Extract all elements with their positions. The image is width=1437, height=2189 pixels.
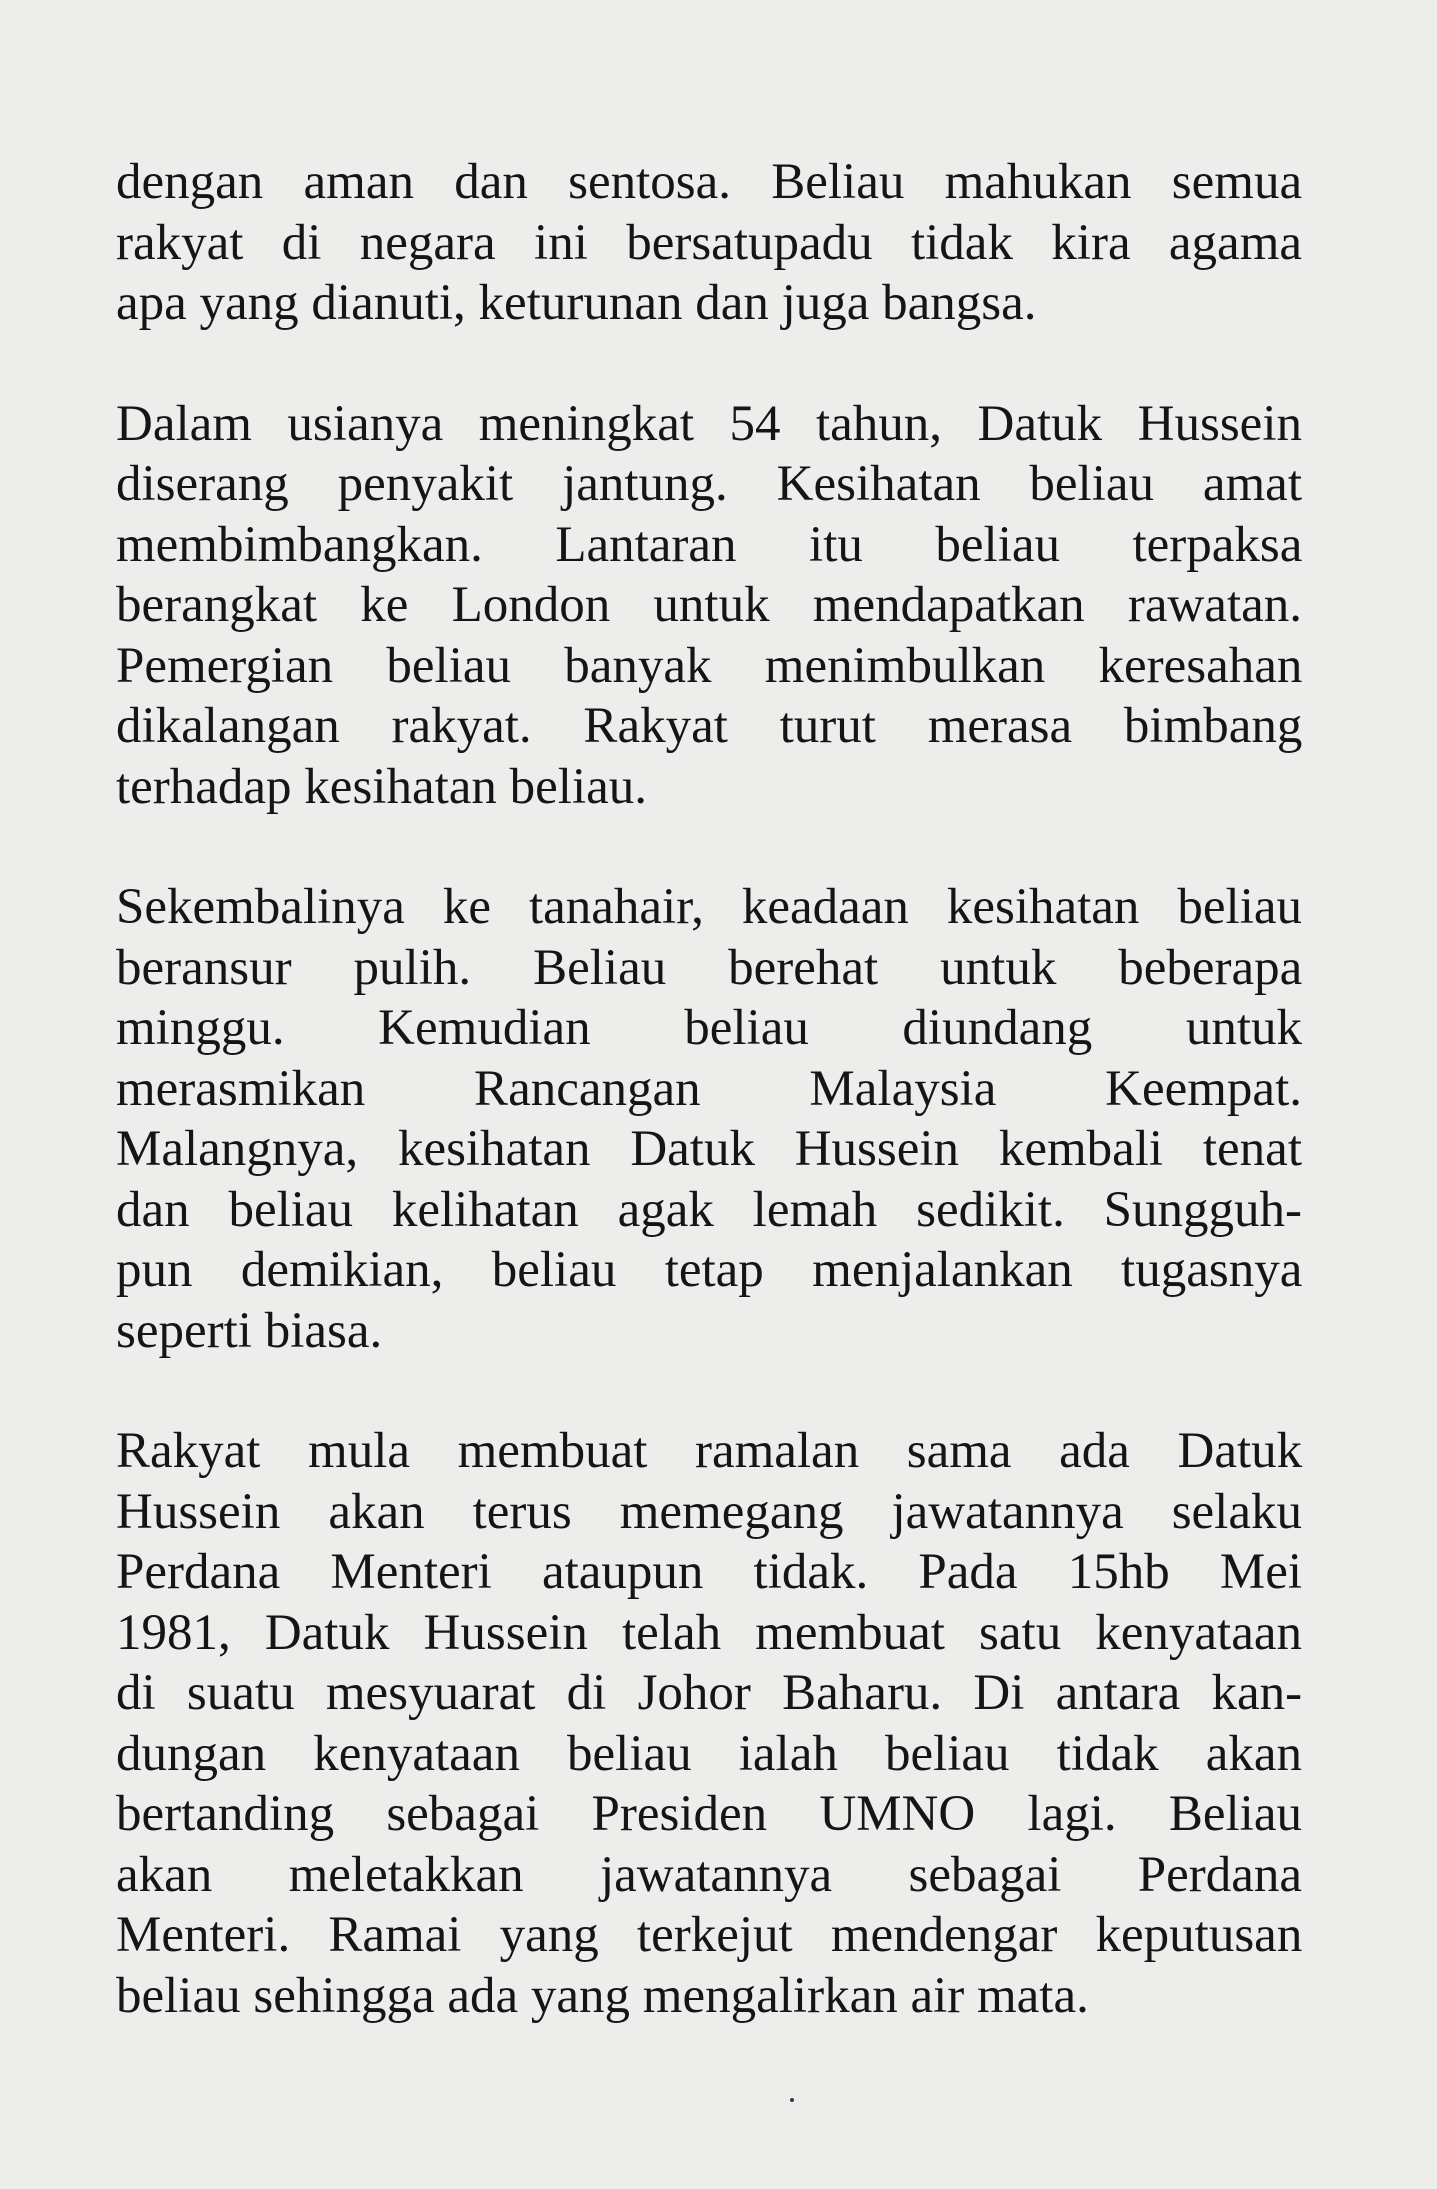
text-line: bertanding sebagai Presiden UMNO lagi. Beliau xyxy=(116,1786,1302,1842)
text-line: dan beliau kelihatan agak lemah sedikit. Sungguh- xyxy=(116,1181,1302,1238)
text-line: Malangnya, kesihatan Datuk Hussein kembali tenat xyxy=(116,1121,1302,1177)
text-line: beransur pulih. Beliau berehat untuk beberapa xyxy=(116,939,1303,996)
text-line: berangkat ke London untuk mendapatkan rawatan. xyxy=(116,577,1302,633)
text-line: rakyat di negara ini bersatupadu tidak kira agama xyxy=(116,214,1302,271)
text-line: dikalangan rakyat. Rakyat turut merasa bimbang xyxy=(116,698,1303,754)
body-text xyxy=(116,152,1302,2086)
text-line: dengan aman dan sentosa. Beliau mahukan semua xyxy=(116,154,1303,210)
text-line: dungan kenyataan beliau ialah beliau tidak akan xyxy=(116,1725,1302,1782)
print-speck xyxy=(790,2098,794,2102)
text-line: Perdana Menteri ataupun tidak. Pada 15hb Mei xyxy=(116,1544,1302,1600)
text-line: akan meletakkan jawatannya sebagai Perdana xyxy=(116,1846,1302,1903)
text-line: membimbangkan. Lantaran itu beliau terpaksa xyxy=(116,516,1303,573)
text-line: Hussein akan terus memegang jawatannya selaku xyxy=(116,1483,1302,1540)
paragraph-4 xyxy=(116,1421,1302,2026)
text-line: 1981, Datuk Hussein telah membuat satu kenyataan xyxy=(116,1604,1302,1661)
text-line: diserang penyakit jantung. Kesihatan beliau amat xyxy=(116,456,1302,512)
paragraph-3 xyxy=(116,877,1302,1361)
text-line: pun demikian, beliau tetap menjalankan tugasnya xyxy=(116,1242,1303,1298)
text-line: minggu. Kemudian beliau diundang untuk xyxy=(116,1000,1302,1056)
text-line: merasmikan Rancangan Malaysia Keempat. xyxy=(116,1060,1302,1117)
text-line: Rakyat mula membuat ramalan sama ada Datuk xyxy=(116,1423,1303,1479)
text-line: Pemergian beliau banyak menimbulkan keresahan xyxy=(116,637,1303,694)
text-line: Dalam usianya meningkat 54 tahun, Datuk Hussein xyxy=(116,395,1302,452)
paragraph-1 xyxy=(116,152,1302,334)
paragraph-2 xyxy=(116,394,1302,818)
text-line: Sekembalinya ke tanahair, keadaan kesihatan beliau xyxy=(116,879,1302,935)
text-line: Menteri. Ramai yang terkejut mendengar keputusan xyxy=(116,1907,1303,1963)
text-line: di suatu mesyuarat di Johor Baharu. Di antara kan- xyxy=(116,1665,1303,1721)
text-line: beliau sehingga ada yang mengalirkan air mata. xyxy=(116,1967,1089,2024)
text-line: terhadap kesihatan beliau. xyxy=(116,758,648,815)
text-line: apa yang dianuti, keturunan dan juga bangsa. xyxy=(116,275,1037,331)
text-line: seperti biasa. xyxy=(116,1302,383,1359)
